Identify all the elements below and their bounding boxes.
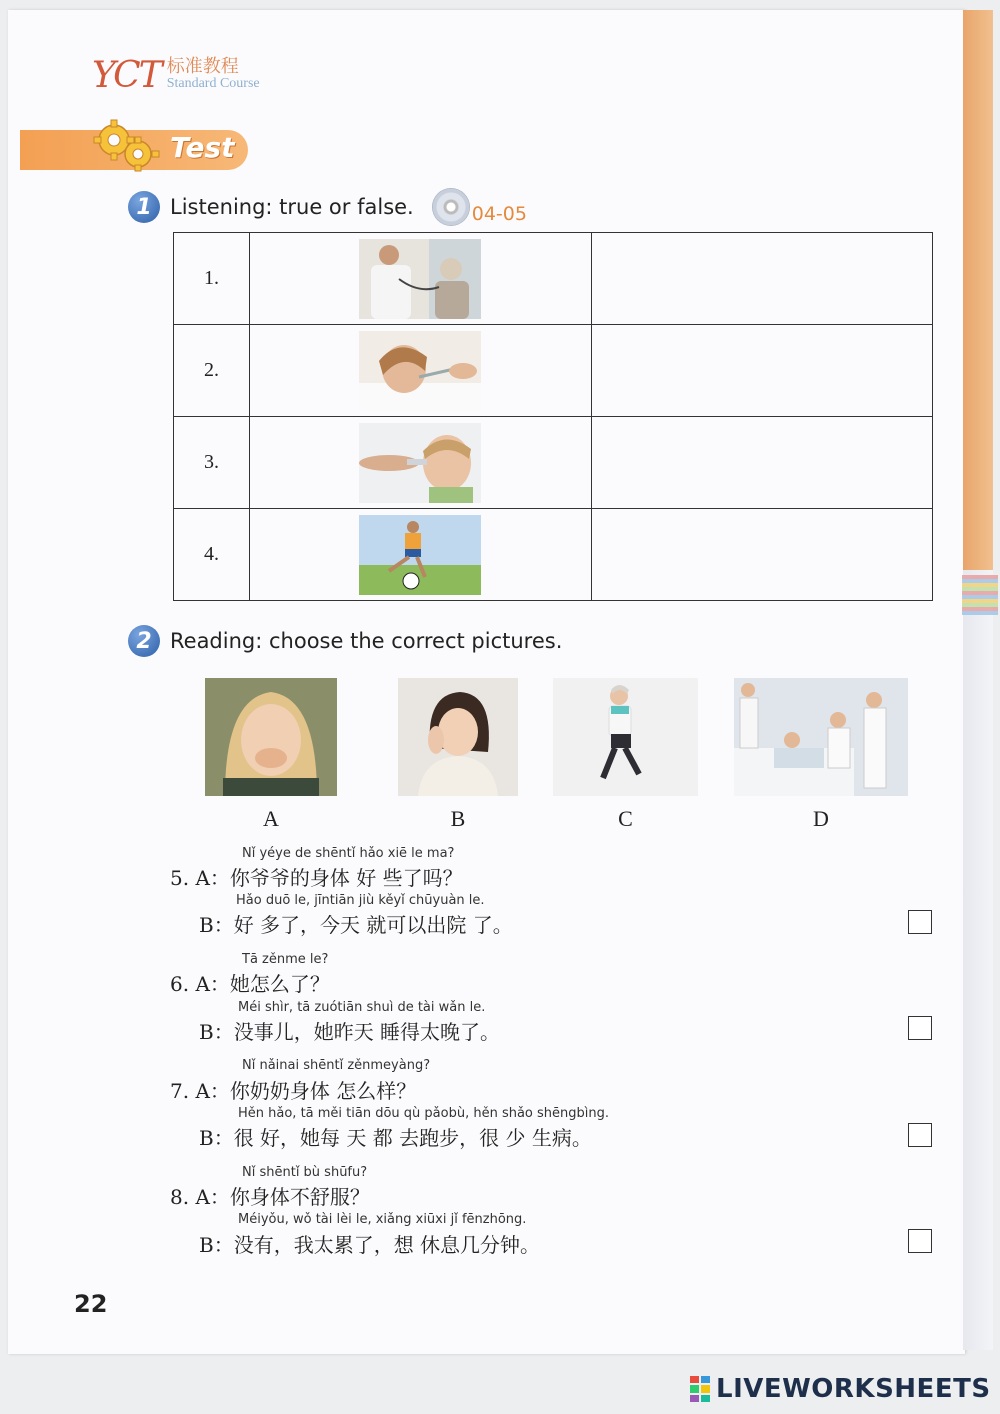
doctor-patient-photo [359, 239, 481, 319]
watermark-text: LIVEWORKSHEETS [716, 1374, 991, 1404]
table-row [174, 325, 933, 417]
answer-checkbox[interactable] [908, 910, 932, 934]
option-a[interactable] [205, 678, 337, 832]
answer-cell[interactable] [591, 233, 932, 325]
sick-girl-thermometer-photo [359, 331, 481, 411]
row-number: 1. [174, 233, 250, 325]
pinyin-line: Hǎo duō le, jīntiān jiù kěyǐ chūyuàn le. [236, 893, 485, 908]
table-row [174, 233, 933, 325]
hospital-patient-photo [734, 678, 908, 796]
answer-checkbox[interactable] [908, 1229, 932, 1253]
answer-b: B：好 多了，今天 就可以出院 了。 [199, 913, 513, 937]
pinyin-line: Nǐ shēntǐ bù shūfu? [242, 1165, 368, 1180]
table-row [174, 417, 933, 509]
section-2-title: Reading: choose the correct pictures. [170, 629, 563, 653]
pinyin-line: Méi shìr, tā zuótiān shuì de tài wǎn le. [238, 1000, 486, 1015]
page-number: 22 [74, 1290, 108, 1318]
logo-mark: YCT [92, 55, 161, 96]
picture-options [205, 678, 915, 838]
option-letter: A [263, 806, 279, 831]
question-a: 8. A：你身体不舒服？ [170, 1185, 370, 1209]
section-2-number: 2 [128, 625, 160, 657]
answer-b: B：没有，我太累了，想 休息几分钟。 [199, 1233, 541, 1257]
section-1-number: 1 [128, 191, 160, 223]
answer-checkbox[interactable] [908, 1123, 932, 1147]
page-edge-grey [963, 570, 993, 1350]
question-a: 6. A：她怎么了？ [170, 972, 330, 996]
option-letter: D [813, 806, 829, 831]
section-1-heading [128, 188, 527, 226]
pinyin-line: Nǐ yéye de shēntǐ hǎo xiē le ma? [242, 846, 455, 861]
liveworksheets-watermark [690, 1374, 991, 1404]
boy-playing-football-photo [359, 515, 481, 595]
option-b[interactable] [398, 678, 518, 832]
pinyin-line: Tā zěnme le? [242, 952, 329, 967]
listening-table [173, 232, 933, 601]
pinyin-line: Hěn hǎo, tā měi tiān dōu qù pǎobù, hěn shǎo shēngbìng. [238, 1106, 610, 1121]
logo-chinese: 标准教程 [166, 56, 239, 77]
section-1-title: Listening: true or false. [170, 195, 414, 219]
option-letter: C [618, 806, 633, 831]
row-number: 3. [174, 417, 250, 509]
liveworksheets-icon [690, 1376, 710, 1402]
elderly-woman-jogging-photo [553, 678, 698, 796]
question-a: 7. A：你奶奶身体 怎么样？ [170, 1079, 417, 1103]
logo-english: Standard Course [166, 76, 260, 91]
row-number: 4. [174, 509, 250, 601]
tired-woman-photo [398, 678, 518, 796]
option-letter: B [450, 806, 466, 831]
test-title: Test [170, 131, 235, 164]
pinyin-line: Méiyǒu, wǒ tài lèi le, xiǎng xiūxi jǐ fēnzhōng. [238, 1212, 527, 1227]
answer-cell[interactable] [591, 509, 932, 601]
option-c[interactable] [553, 678, 698, 832]
answer-b: B：很 好，她每 天 都 去跑步，很 少 生病。 [199, 1126, 592, 1150]
answer-checkbox[interactable] [908, 1016, 932, 1040]
girl-yawning-photo [205, 678, 337, 796]
answer-b: B：没事儿，她昨天 睡得太晚了。 [199, 1020, 501, 1044]
answer-cell[interactable] [591, 325, 932, 417]
yct-logo [92, 55, 260, 96]
gears-icon [92, 118, 162, 174]
pinyin-line: Nǐ nǎinai shēntǐ zěnmeyàng? [242, 1058, 431, 1073]
option-d[interactable] [734, 678, 908, 832]
page-tabs [962, 575, 998, 615]
page-edge-orange [963, 10, 993, 570]
cd-audio-icon[interactable] [432, 188, 470, 226]
table-row [174, 509, 933, 601]
row-number: 2. [174, 325, 250, 417]
answer-cell[interactable] [591, 417, 932, 509]
section-2-heading [128, 625, 562, 657]
audio-track-label: 04-05 [471, 203, 527, 225]
question-a: 5. A：你爷爷的身体 好 些了吗？ [170, 866, 463, 890]
boy-taking-medicine-photo [359, 423, 481, 503]
